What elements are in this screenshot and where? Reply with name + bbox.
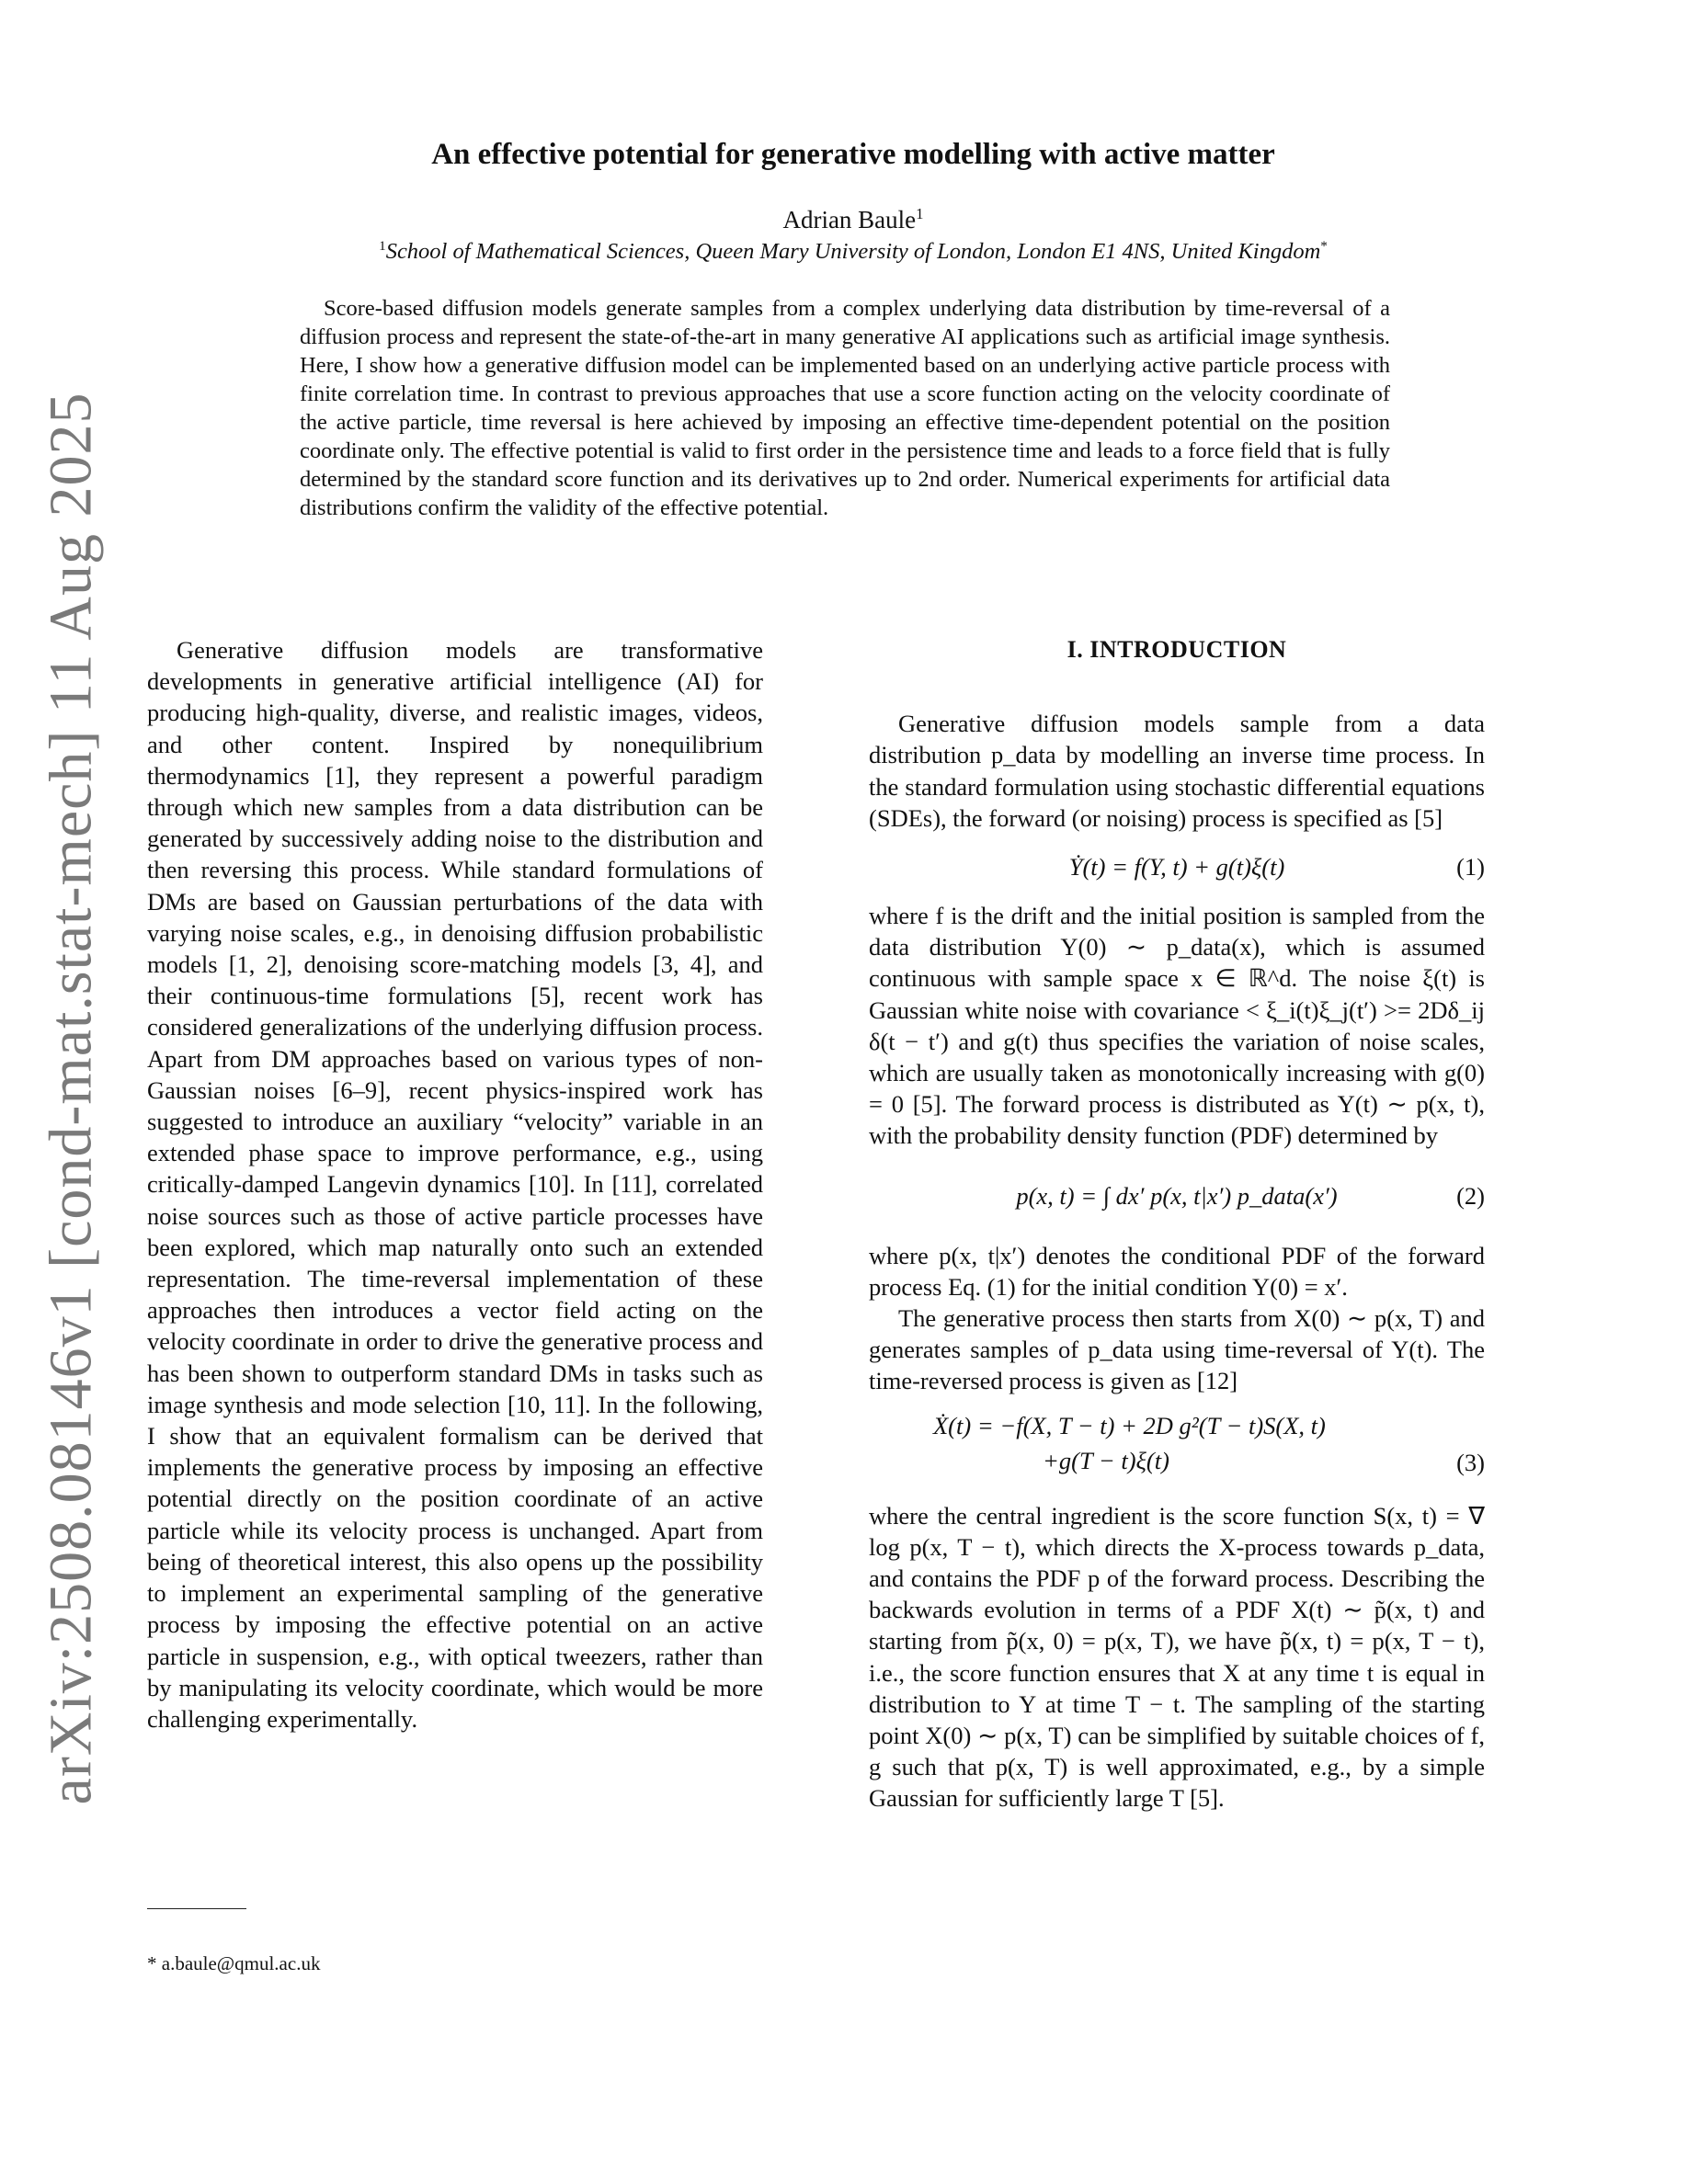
body-paragraph: Generative diffusion models sample from a data distribution p_data by modelling an inverse time process. In the standard formulation using stochastic differential equations (SDEs), the forward (or noising) process is specified as [5] (869, 710, 1485, 832)
equation-1-body: Ẏ(t) = f(Y, t) + g(t)ξ(t) (1068, 852, 1285, 881)
equation-2-number: (2) (1456, 1181, 1485, 1210)
corresponding-mark: * (1320, 237, 1328, 254)
equation-1 (869, 848, 1485, 885)
body-paragraph: The generative process then starts from X(0) ∼ p(x, T) and generates samples of p_data using time-reversal of Y(t). The time-reversed process is given as [12] (869, 1304, 1485, 1395)
equation-1-number: (1) (1456, 852, 1485, 881)
paper-title: An effective potential for generative modelling with active matter (431, 138, 1275, 171)
abstract: Score-based diffusion models generate samples from a complex underlying data distribution by time-reversal of a diffusion process and represent the state-of-the-art in many generative AI applications such as artificial image synthesis. Here, I show how a generative diffusion model can be implemented based on an underlying active particle process with finite correlation time. In contrast to previous approaches that use a score function acting on the velocity coordinate of the active particle, time reversal is here achieved by imposing an effective time-dependent potential on the position coordinate only. The effective potential is valid to first order in the persistence time and leads to a force field that is fully determined by the standard score function and its derivatives up to 2nd order. Numerical experiments for artificial data distributions confirm the validity of the effective potential. (300, 296, 1390, 520)
footnote-rule (147, 1908, 246, 1909)
equation-2-body: p(x, t) = ∫ dx′ p(x, t|x′) p_data(x′) (1016, 1181, 1338, 1210)
body-paragraph: where the central ingredient is the score function S(x, t) = ∇ log p(x, T − t), which directs the X-process towards p_data, and contains the PDF p of the forward process. Describing the backwards evolution in terms of a PDF X(t) ∼ p̃(x, t) and starting from p̃(x, 0) = p(x, T), we have p̃(x, t) = p(x, T − t), i.e., the score function ensures that X at any time t is equal in distribution to Y at time T − t. The sampling of the starting point X(0) ∼ p(x, T) can be simplified by suitable choices of f, g such that p(x, T) is well approximated, e.g., by a simple Gaussian for sufficiently large T [5]. (869, 1501, 1485, 1813)
left-column (147, 634, 763, 1735)
affiliation-index: 1 (379, 237, 386, 254)
right-column (869, 634, 1485, 1814)
arxiv-identifier: arXiv:2508.08146v1 [cond-mat.stat-mech] 11 Aug 2025 (37, 392, 104, 1805)
equation-2 (869, 1177, 1485, 1214)
equation-3-number: (3) (1456, 1448, 1485, 1476)
body-paragraph: where f is the drift and the initial position is sampled from the data distribution Y(0) ∼ p_data(x), which is assumed continuous with sample space x ∈ ℝ^d. The noise ξ(t) is Gaussian white noise with covariance < ξ_i(t)ξ_j(t′) >= 2Dδ_ij δ(t − t′) and g(t) thus specifies the variation of noise scales, which are usually taken as monotonically increasing with g(0) = 0 [5]. The forward process is distributed as Y(t) ∼ p(x, t), with the probability density function (PDF) determined by (869, 902, 1485, 1150)
affiliation-line (147, 239, 1559, 265)
section-heading: I. INTRODUCTION (1066, 636, 1287, 663)
author-affil-mark: 1 (916, 205, 924, 222)
body-paragraph: where p(x, t|x′) denotes the conditional PDF of the forward process Eq. (1) for the initial condition Y(0) = x′. (869, 1241, 1485, 1301)
author-name: Adrian Baule (782, 206, 917, 233)
footnote-email: * a.baule@qmul.ac.uk (147, 1952, 321, 1974)
arxiv-sidebar-stamp (31, 392, 110, 1805)
affiliation-text: School of Mathematical Sciences, Queen Mary University of London, London E1 4NS, United Kingdom (385, 239, 1321, 264)
intro-paragraph: Generative diffusion models are transformative developments in generative artificial intelligence (AI) for producing high-quality, diverse, and realistic images, videos, and other content. Inspired by nonequilibrium thermodynamics [1], they represent a powerful paradigm through which new samples from a data distribution can be generated by successively adding noise to the distribution and then reversing this process. While standard formulations of DMs are based on Gaussian perturbations of the data with varying noise scales, e.g., in denoising diffusion probabilistic models [1, 2], denoising score-matching models [3, 4], and their continuous-time formulations [5], recent work has considered generalizations of the underlying diffusion process. Apart from DM approaches based on various types of non-Gaussian noises [6–9], recent physics-inspired work has suggested to introduce an auxiliary “velocity” variable in an extended phase space to improve performance, e.g., using critically-damped Langevin dynamics [10]. In [11], correlated noise sources such as those of active particle processes have been explored, which map naturally onto such an extended representation. The time-reversal implementation of these approaches then introduces a vector field acting on the velocity coordinate in order to drive the generative process and has been shown to outperform standard DMs in tasks such as image synthesis and mode selection [10, 11]. In the following, I show that an equivalent formalism can be derived that implements the generative process by imposing an effective potential directly on the position coordinate of an active particle while its velocity process is unchanged. Apart from being of theoretical interest, this also opens up the possibility to implement an experimental sampling of the generative process by imposing the effective potential on an active particle in suspension, e.g., with optical tweezers, rather than by manipulating its velocity coordinate, which would be more challenging experimentally. (147, 636, 763, 1733)
equation-3-line-1: Ẋ(t) = −f(X, T − t) + 2D g²(T − t)S(X, t) (933, 1411, 1326, 1439)
equation-3-line-2: +g(T − t)ξ(t) (1043, 1446, 1169, 1474)
equation-3 (869, 1410, 1485, 1487)
author-line (147, 206, 1559, 234)
